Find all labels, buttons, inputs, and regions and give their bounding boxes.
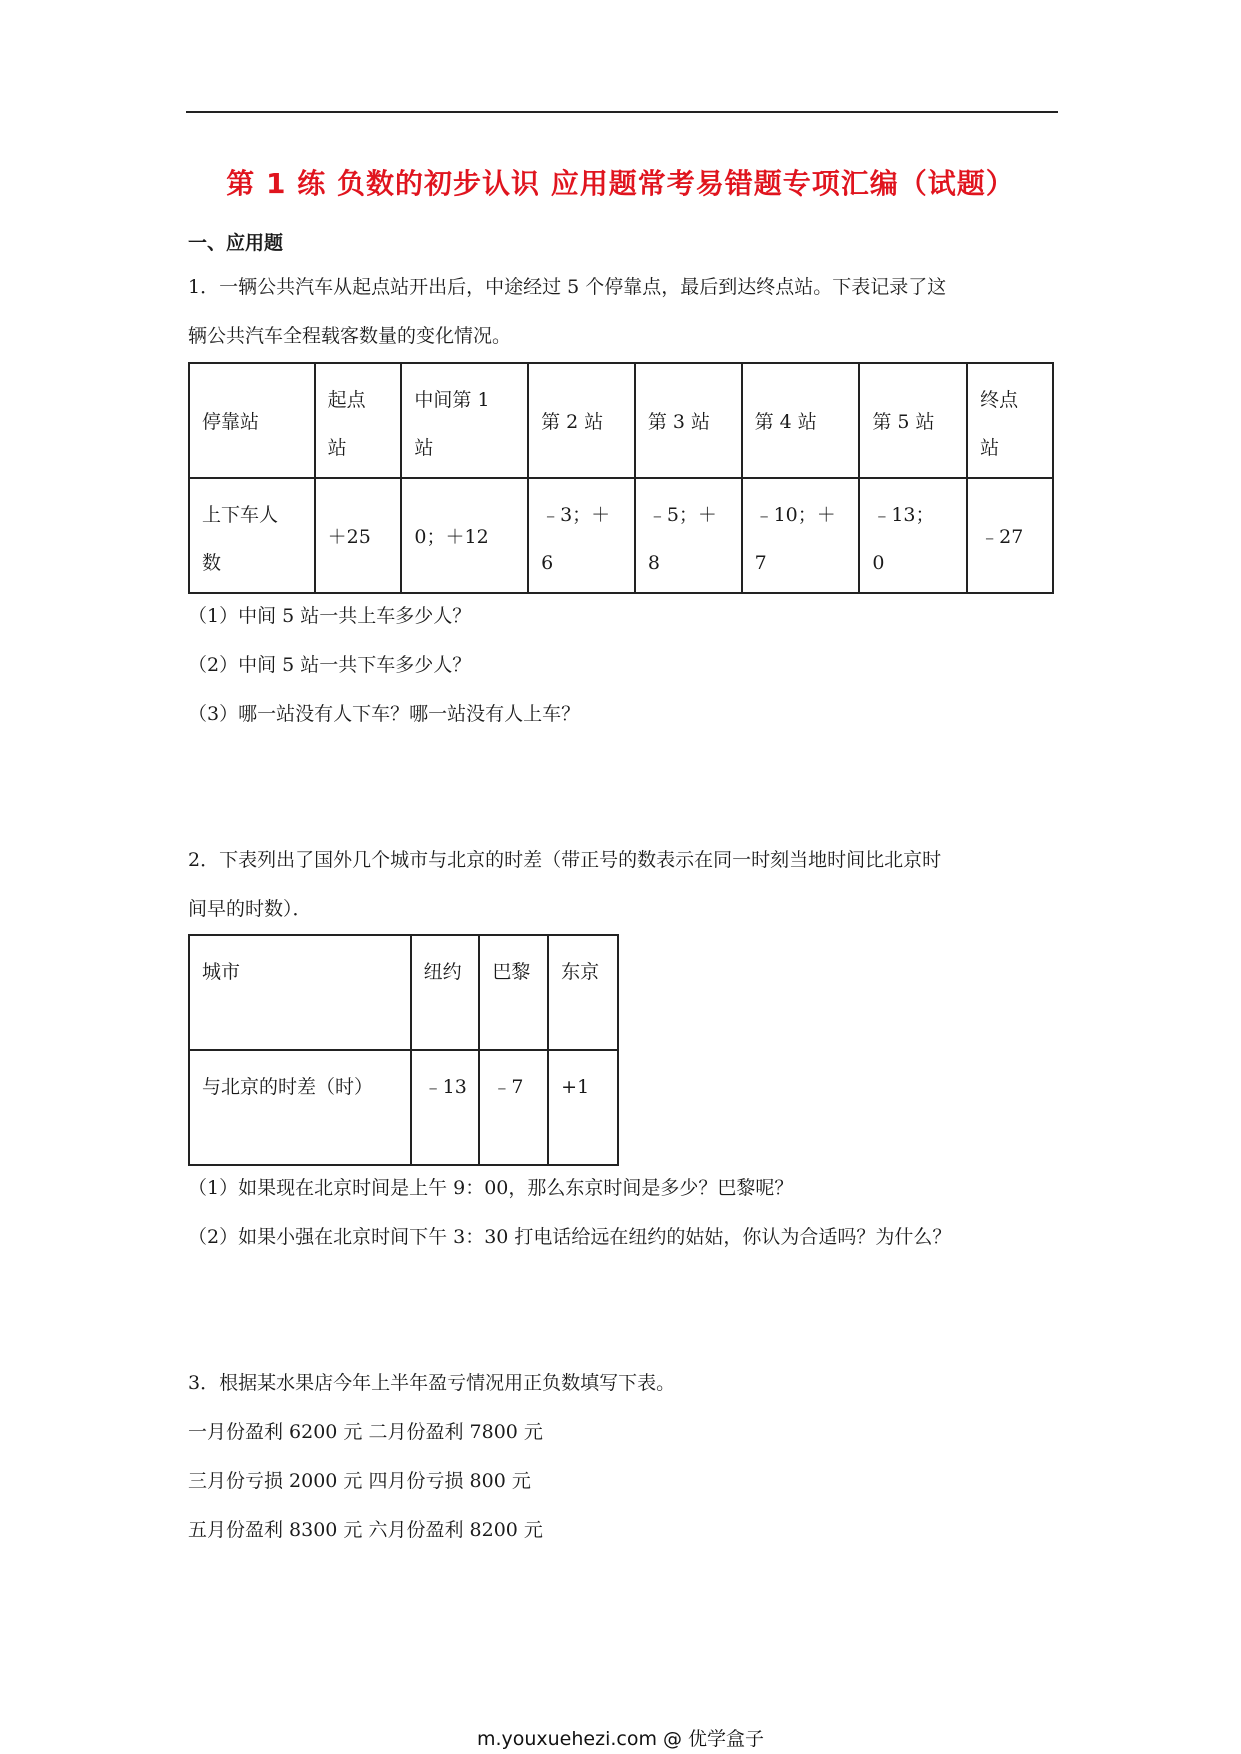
q1-sub-question-1: （1）中间 5 站一共上车多少人？ — [188, 605, 472, 627]
table-cell: +1 — [548, 1050, 618, 1165]
q3-text-line3: 三月份亏损 2000 元 四月份亏损 800 元 — [188, 1470, 531, 1492]
q1-sub-question-2: （2）中间 5 站一共下车多少人？ — [188, 654, 472, 676]
q1-text-line1: 1．一辆公共汽车从起点站开出后，中途经过 5 个停靠点，最后到达终点站。下表记录了这 — [188, 276, 947, 298]
table-cell: 第 4 站 — [742, 363, 860, 478]
q1-bus-table — [188, 362, 1054, 594]
table-cell: ﹣13； 0 — [859, 478, 967, 593]
q3-text-line4: 五月份盈利 8300 元 六月份盈利 8200 元 — [188, 1519, 543, 1541]
table-cell: 第 2 站 — [528, 363, 635, 478]
q2-sub-question-1: （1）如果现在北京时间是上午 9：00，那么东京时间是多少？巴黎呢？ — [188, 1177, 794, 1199]
table-cell: 东京 — [548, 935, 618, 1050]
q1-sub-question-3: （3）哪一站没有人下车？哪一站没有人上车？ — [188, 703, 581, 725]
table-cell: 第 5 站 — [859, 363, 967, 478]
table-cell: 上下车人 数 — [189, 478, 315, 593]
q1-table-data-row — [189, 478, 1053, 593]
table-cell: 终点 站 — [967, 363, 1053, 478]
q2-table-header-row — [189, 935, 618, 1050]
table-cell: ﹣27 — [967, 478, 1053, 593]
table-cell: ﹣10；＋ 7 — [742, 478, 860, 593]
table-cell: ﹣3；＋ 6 — [528, 478, 635, 593]
q2-table-data-row — [189, 1050, 618, 1165]
q3-text-line1: 3．根据某水果店今年上半年盈亏情况用正负数填写下表。 — [188, 1372, 676, 1394]
table-cell: 纽约 — [411, 935, 480, 1050]
table-cell: 第 3 站 — [635, 363, 742, 478]
header-rule — [186, 111, 1058, 113]
table-cell: 0；＋12 — [401, 478, 528, 593]
table-cell: 停靠站 — [189, 363, 315, 478]
q2-text-line2: 间早的时数）． — [188, 898, 312, 920]
page-title: 第 1 练 负数的初步认识 应用题常考易错题专项汇编（试题） — [226, 167, 1015, 200]
table-cell: 巴黎 — [479, 935, 548, 1050]
table-cell: 中间第 1 站 — [401, 363, 528, 478]
table-cell: ﹣5；＋ 8 — [635, 478, 742, 593]
footer-watermark: m.youxuehezi.com @ 优学盒子 — [476, 1728, 765, 1750]
table-cell: 起点 站 — [315, 363, 402, 478]
section-heading: 一、应用题 — [188, 232, 284, 254]
q3-text-line2: 一月份盈利 6200 元 二月份盈利 7800 元 — [188, 1421, 543, 1443]
table-cell: ﹣13 — [411, 1050, 480, 1165]
q2-timezone-table — [188, 934, 619, 1166]
table-cell: 城市 — [189, 935, 411, 1050]
q1-table-header-row — [189, 363, 1053, 478]
table-cell: 与北京的时差（时） — [189, 1050, 411, 1165]
q1-text-line2: 辆公共汽车全程载客数量的变化情况。 — [188, 325, 512, 347]
q2-sub-question-2: （2）如果小强在北京时间下午 3：30 打电话给远在纽约的姑姑，你认为合适吗？为什么？ — [188, 1226, 952, 1248]
table-cell: ＋25 — [315, 478, 402, 593]
table-cell: ﹣7 — [479, 1050, 548, 1165]
q2-text-line1: 2．下表列出了国外几个城市与北京的时差（带正号的数表示在同一时刻当地时间比北京时 — [188, 849, 942, 871]
